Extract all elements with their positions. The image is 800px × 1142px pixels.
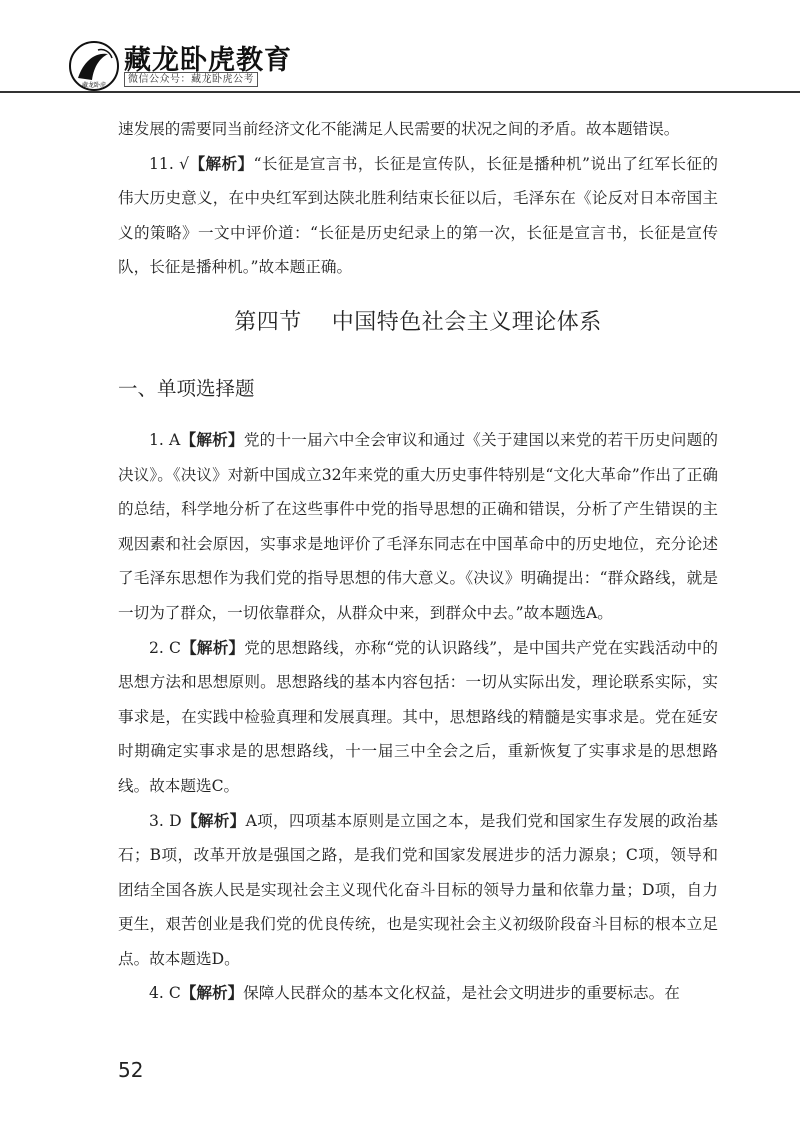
logo-text: 藏龙卧虎 (81, 82, 107, 89)
answer-number: 1. A (149, 430, 181, 449)
answer-number: 4. C (149, 984, 181, 1003)
answer-11 (118, 147, 718, 285)
answer-number: 3. D (149, 811, 182, 830)
subsection-title: 一、单项选择题 (118, 376, 255, 400)
header-divider (0, 91, 800, 93)
answer-3 (118, 804, 718, 977)
answer-text: “长征是宣言书，长征是宣传队，长征是播种机”说出了红军长征的伟大历史意义，在中央红军到达陕北胜利结束长征以后，毛泽东在《论反对日本帝国主义的策略》一文中评价道：“长征是历史纪录上的第一次，长征是宣言书，长征是宣传队，长征是播种机。”故本题正确。 (118, 154, 718, 277)
answer-1 (118, 423, 718, 631)
section-title (118, 305, 718, 341)
answer-text: 党的思想路线，亦称“党的认识路线”，是中国共产党在实践活动中的思想方法和思想原则。思想路线的基本内容包括：一切从实际出发，理论联系实际，实事求是，在实践中检验真理和发展真理。其中，思想路线的精髓是实事求是。党在延安时期确定实事求是的思想路线，十一届三中全会之后，重新恢复了实事求是的思想路线。故本题选C。 (118, 638, 718, 795)
continued-paragraph: 速发展的需要同当前经济文化不能满足人民需要的状况之间的矛盾。故本题错误。 (118, 120, 680, 138)
answer-number: 2. C (149, 638, 181, 657)
analysis-tag: 【解析】 (181, 811, 246, 830)
answer-4 (118, 976, 718, 1011)
brand-logo-icon (68, 40, 120, 92)
brand-title: 藏龙卧虎教育 (124, 45, 292, 76)
section-name: 中国特色社会主义理论体系 (331, 309, 602, 335)
analysis-tag: 【解析】 (189, 154, 254, 173)
answer-text: 保障人民群众的基本文化权益，是社会文明进步的重要标志。在 (243, 984, 680, 1003)
answer-2 (118, 631, 718, 804)
analysis-tag: 【解析】 (180, 638, 245, 657)
page-content (118, 112, 718, 1011)
analysis-tag: 【解析】 (180, 984, 244, 1003)
answer-number: 11. √ (149, 154, 190, 173)
brand-subtitle: 微信公众号：藏龙卧虎公考 (124, 72, 258, 87)
page-header (0, 0, 800, 92)
answer-text: A项，四项基本原则是立国之本，是我们党和国家生存发展的政治基石；B项，改革开放是强国之路，是我们党和国家发展进步的活力源泉；C项，领导和团结全国各族人民是实现社会主义现代化奋斗目标的领导力量和依靠力量；D项，自力更生，艰苦创业是我们党的优良传统，也是实现社会主义初级阶段奋斗目标的根本立足点。故本题选D。 (118, 811, 718, 968)
page-number: 52 (118, 1058, 144, 1082)
section-number: 第四节 (234, 309, 302, 335)
analysis-tag: 【解析】 (180, 430, 244, 449)
answer-text: 党的十一届六中全会审议和通过《关于建国以来党的若干历史问题的决议》。《决议》对新中国成立32年来党的重大历史事件特别是“文化大革命”作出了正确的总结，科学地分析了在这些事件中党的指导思想的正确和错误，分析了产生错误的主观因素和社会原因，实事求是地评价了毛泽东同志在中国革命中的历史地位，充分论述了毛泽东思想作为我们党的指导思想的伟大意义。《决议》明确提出：“群众路线，就是一切为了群众，一切依靠群众，从群众中来，到群众中去。”故本题选A。 (118, 430, 718, 622)
